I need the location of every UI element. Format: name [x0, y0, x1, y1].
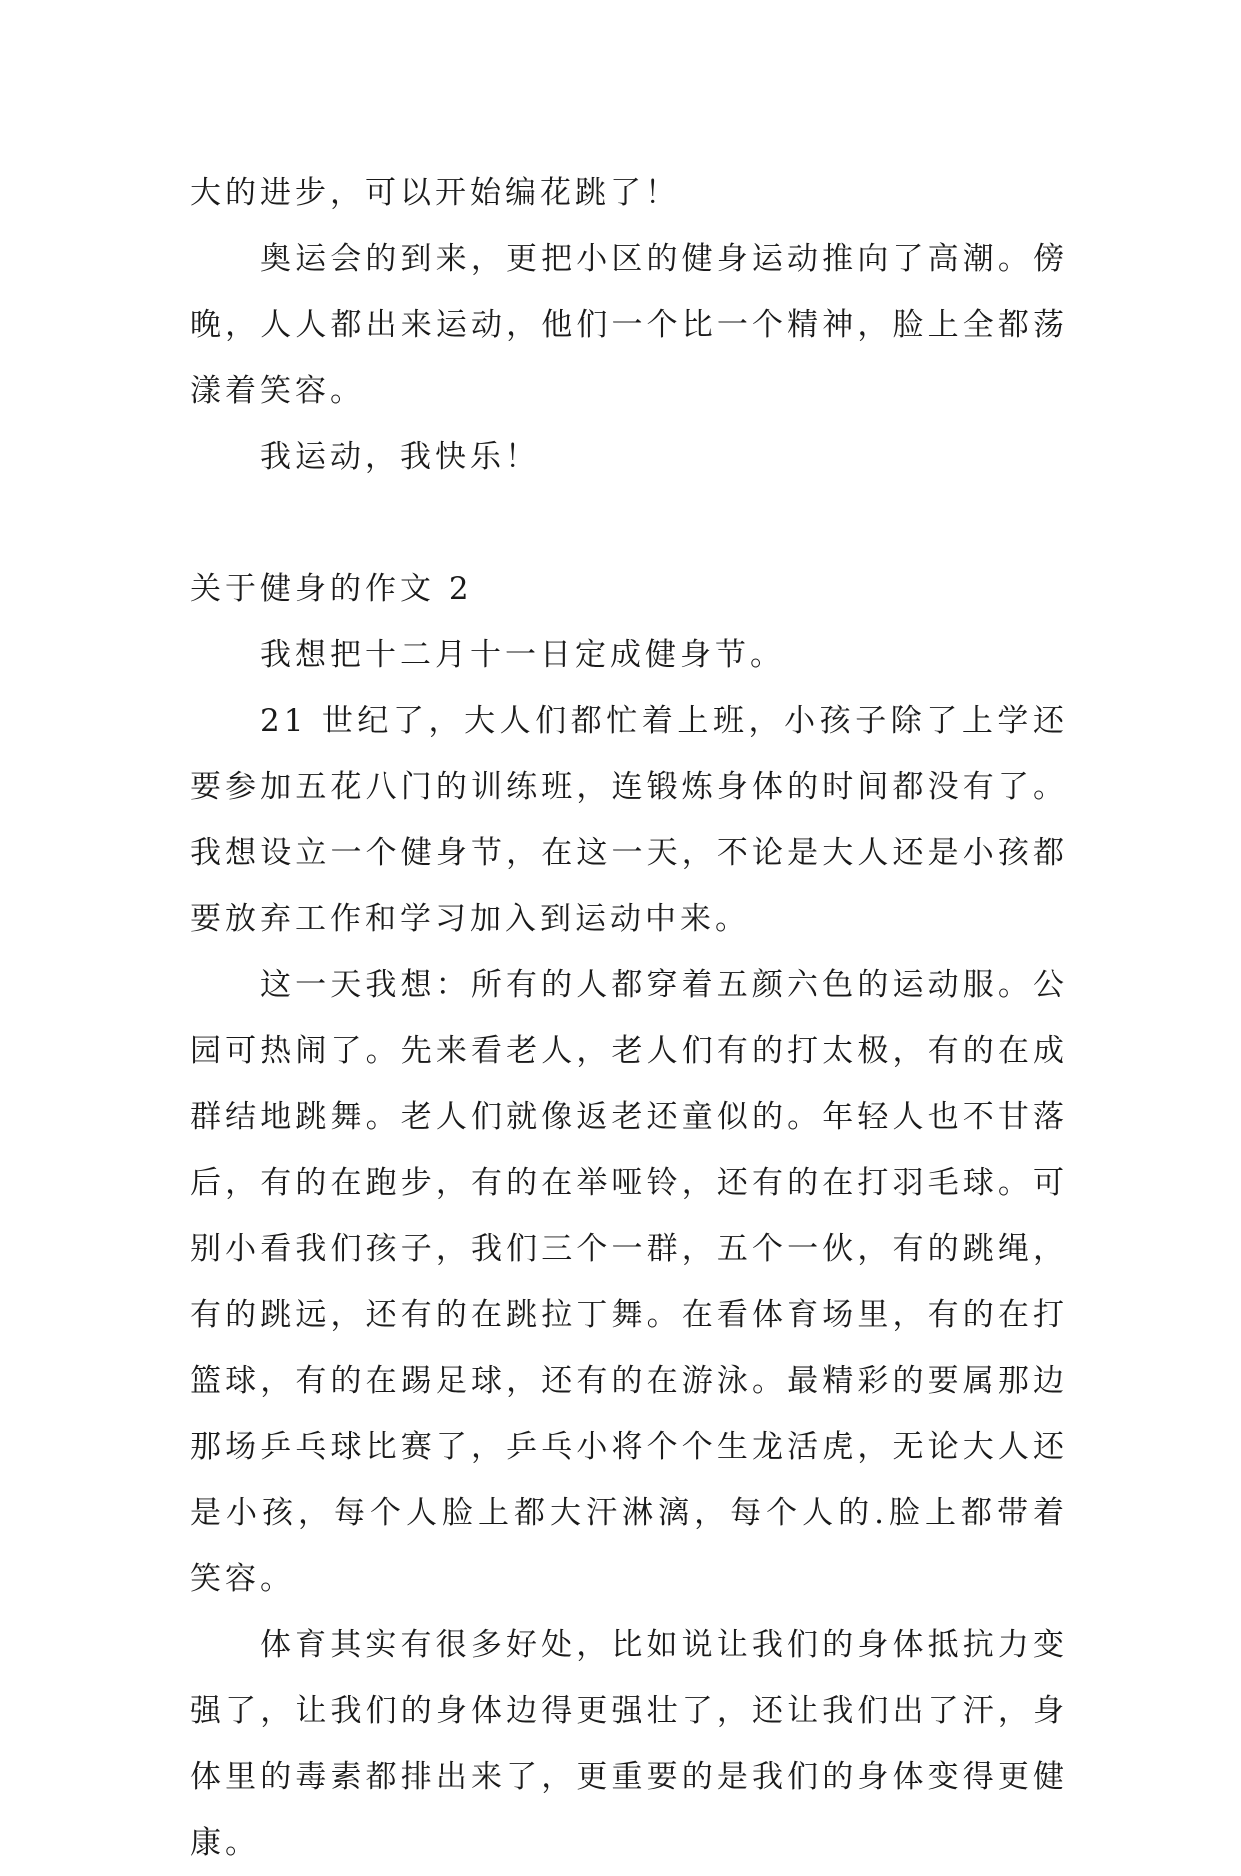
essay-title: 关于健身的作文 2	[190, 571, 473, 607]
paragraph-olympics: 奥运会的到来，更把小区的健身运动推向了高潮。傍晚，人人都出来运动，他们一个比一个精神，脸上全都荡漾着笑容。	[190, 241, 1068, 409]
paragraph-21st-century: 21 世纪了，大人们都忙着上班，小孩子除了上学还要参加五花八门的训练班，连锻炼身体的时间都没有了。我想设立一个健身节，在这一天，不论是大人还是小孩都要放弃工作和学习加入到运动中来。	[190, 703, 1068, 937]
paragraph-fitness-day: 我想把十二月十一日定成健身节。	[260, 637, 785, 673]
document-body	[190, 160, 1068, 1876]
paragraph-happy: 我运动，我快乐！	[260, 439, 540, 475]
paragraph-benefits: 体育其实有很多好处，比如说让我们的身体抵抗力变强了，让我们的身体边得更强壮了，还让我们出了汗，身体里的毒素都排出来了，更重要的是我们的身体变得更健康。	[190, 1627, 1068, 1861]
paragraph-park-scene: 这一天我想：所有的人都穿着五颜六色的运动服。公园可热闹了。先来看老人，老人们有的打太极，有的在成群结地跳舞。老人们就像返老还童似的。年轻人也不甘落后，有的在跑步，有的在举哑铃，还有的在打羽毛球。可别小看我们孩子，我们三个一群，五个一伙，有的跳绳，有的跳远，还有的在跳拉丁舞。在看体育场里，有的在打篮球，有的在踢足球，还有的在游泳。最精彩的要属那边那场乒乓球比赛了，乒乓小将个个生龙活虎，无论大人还是小孩，每个人脸上都大汗淋漓，每个人的.脸上都带着笑容。	[190, 967, 1068, 1597]
paragraph-continuation: 大的进步，可以开始编花跳了！	[190, 175, 680, 211]
